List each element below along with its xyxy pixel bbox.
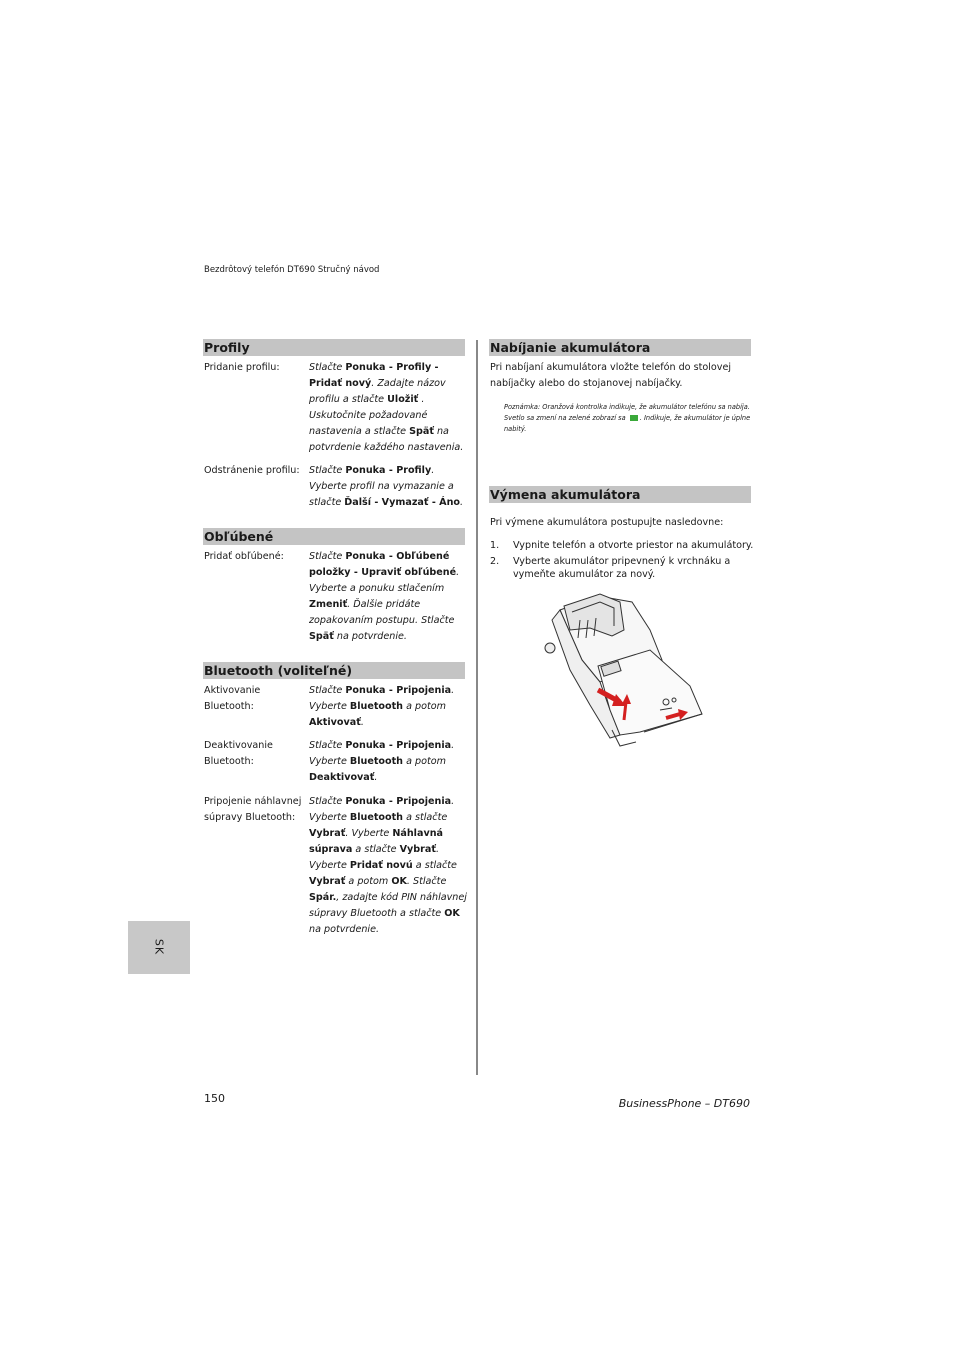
- row-pridanie-profilu: [204, 360, 466, 460]
- phone-battery-drawing: [540, 590, 720, 750]
- page-number: 150: [204, 1092, 225, 1105]
- charging-note: [504, 402, 752, 435]
- row-label: Pridať obľúbené:: [204, 551, 284, 562]
- row-label: Odstránenie profilu:: [204, 465, 300, 476]
- battery-replacement-illustration: [540, 590, 720, 754]
- running-header: Bezdrôtový telefón DT690 Stručný návod: [204, 265, 380, 275]
- row-text: Stlačte Ponuka - Pripojenia. Vyberte Bluetooth a stlačte Vybrať. Vyberte Náhlavná súprava a stlačte Vybrať. Vyberte Pridať novú a stlačte Vybrať a potom OK. Stlačte Spár., zadajte kód PIN náhlavnej súpravy Bluetooth a stlačte OK na potvrdenie.: [309, 796, 467, 935]
- list-item: [490, 540, 755, 553]
- language-tab: [128, 921, 190, 974]
- row-pridat-oblubene: [204, 549, 466, 649]
- row-aktivovanie-bluetooth: [204, 683, 466, 733]
- footer-product: BusinessPhone – DT690: [618, 1097, 750, 1110]
- vymena-intro: Pri výmene akumulátora postupujte nasledovne:: [490, 517, 724, 528]
- note-text-before: Poznámka: Oranžová kontrolka indikuje, že akumulátor telefónu sa nabíja. Svetlo sa zmení na zelené zobrazí sa: [504, 403, 750, 422]
- step-number: 1.: [490, 540, 500, 551]
- steps-list: [490, 540, 755, 585]
- row-text: Stlačte Ponuka - Profily - Pridať nový. Zadajte názov profilu a stlačte Uložiť . Uskutočnite požadované nastavenia a stlačte Späť na potvrdenie každého nastavenia.: [309, 362, 464, 453]
- section-heading-profily: Profily: [203, 339, 465, 356]
- row-pripojenie-nahlavnej-supravy: [204, 794, 466, 944]
- section-heading-bluetooth: Bluetooth (voliteľné): [203, 662, 465, 679]
- list-item: [490, 556, 755, 581]
- column-divider: [476, 340, 478, 1075]
- green-led-icon: [630, 415, 638, 421]
- row-label: Deaktivovanie Bluetooth:: [204, 740, 273, 767]
- row-text: Stlačte Ponuka - Pripojenia. Vyberte Bluetooth a potom Deaktivovať.: [309, 740, 455, 783]
- row-label: Pridanie profilu:: [204, 362, 280, 373]
- note-text-after: . Indikuje, že akumulátor je úplne nabitý.: [504, 414, 751, 433]
- row-text: Stlačte Ponuka - Profily. Vyberte profil na vymazanie a stlačte Ďalší - Vymazať - Áno.: [309, 465, 464, 508]
- step-text: Vyberte akumulátor pripevnený k vrchnáku a vymeňte akumulátor za nový.: [513, 556, 731, 580]
- section-heading-nabijanie: Nabíjanie akumulátora: [489, 339, 751, 356]
- row-label: Aktivovanie Bluetooth:: [204, 685, 261, 712]
- row-label: Pripojenie náhlavnej súpravy Bluetooth:: [204, 796, 302, 823]
- section-heading-vymena: Výmena akumulátora: [489, 486, 751, 503]
- row-text: Stlačte Ponuka - Obľúbené položky - Upraviť obľúbené. Vyberte a ponuku stlačením Zmeniť. Ďalšie pridáte zopakovaním postupu. Stlačte Späť na potvrdenie.: [309, 551, 460, 642]
- row-odstranenie-profilu: [204, 463, 466, 513]
- step-number: 2.: [490, 556, 500, 567]
- row-text: Stlačte Ponuka - Pripojenia. Vyberte Bluetooth a potom Aktivovať.: [309, 685, 455, 728]
- nabijanie-paragraph: Pri nabíjaní akumulátora vložte telefón do stolovej nabíjačky alebo do stojanovej nabíjačky.: [490, 362, 732, 389]
- section-heading-oblubene: Obľúbené: [203, 528, 465, 545]
- step-text: Vypnite telefón a otvorte priestor na akumulátory.: [513, 540, 754, 551]
- language-tab-label: SK: [152, 938, 166, 956]
- row-deaktivovanie-bluetooth: [204, 738, 466, 788]
